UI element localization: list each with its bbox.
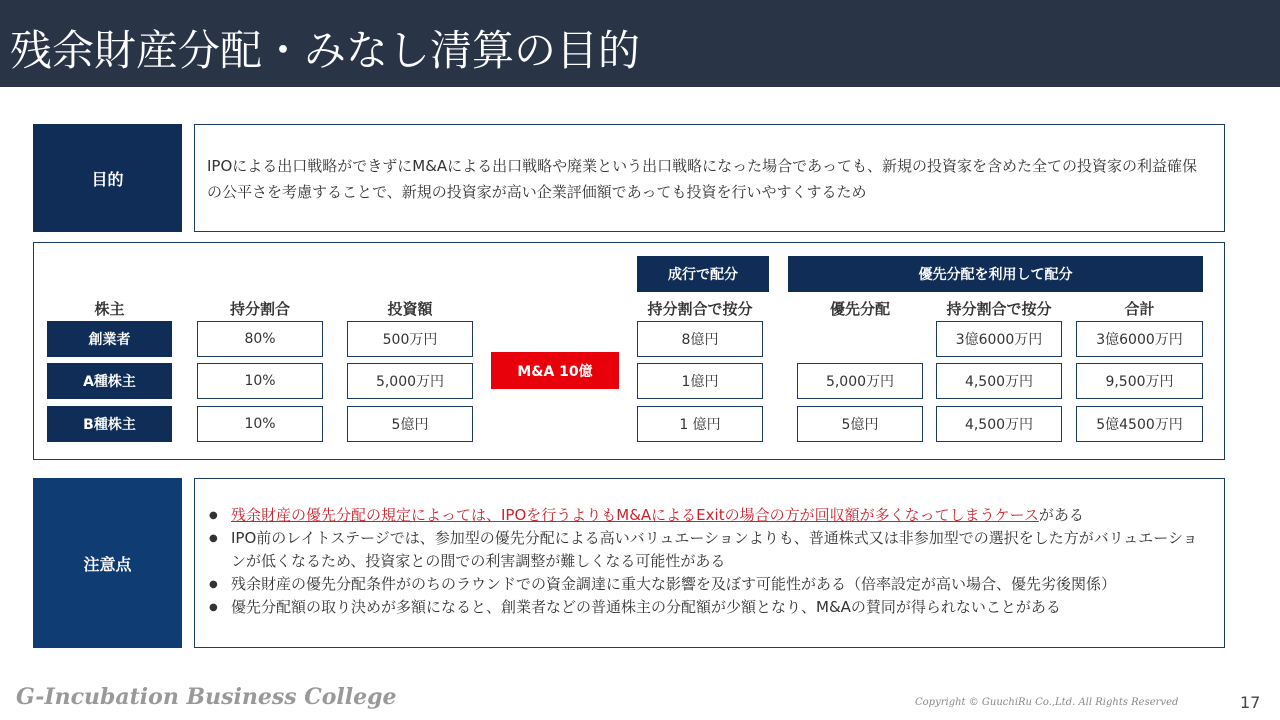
note-item xyxy=(205,504,1208,527)
notes-label: 注意点 xyxy=(33,478,182,648)
purpose-label: 目的 xyxy=(33,124,182,232)
table-cell-market-pro-rata: 1億円 xyxy=(637,363,763,399)
note-text: 優先分配額の取り決めが多額になると、創業者などの普通株主の分配額が少額となり、M&Aの賛同が得られないことがある xyxy=(231,598,1061,616)
table-cell-market-pro-rata: 8億円 xyxy=(637,321,763,357)
table-cell-investment: 500万円 xyxy=(347,321,473,357)
column-header: 合計 xyxy=(1124,300,1155,318)
copyright: Copyright © GuuchiRu Co.,Ltd. All Rights Reserved xyxy=(915,697,1179,708)
footer-logo: G-Incubation Business College xyxy=(16,684,397,710)
table-cell-preferred: 5億円 xyxy=(797,406,923,442)
table-cell-investment: 5,000万円 xyxy=(347,363,473,399)
notes-list xyxy=(205,504,1208,619)
purpose-text: IPOによる出口戦略ができずにM&Aによる出口戦略や廃業という出口戦略になった場合であっても、新規の投資家を含めた全ての投資家の利益確保の公平さを考慮することで、新規の投資家が高い企業評価額であっても投資を行いやすくするため xyxy=(194,124,1225,232)
table-cell-preferred: 5,000万円 xyxy=(797,363,923,399)
table-cell-total: 9,500万円 xyxy=(1076,363,1203,399)
table-cell-investment: 5億円 xyxy=(347,406,473,442)
table-cell-pref-pro-rata: 4,500万円 xyxy=(936,363,1062,399)
group-header-market: 成行で配分 xyxy=(637,256,769,292)
note-highlight: 残余財産の優先分配の規定によっては、IPOを行うよりもM&AによるExitの場合の方が回収額が多くなってしまうケース xyxy=(231,506,1039,524)
column-header: 優先分配 xyxy=(829,300,890,318)
column-header: 投資額 xyxy=(387,300,433,318)
table-cell-share: 80% xyxy=(197,321,323,357)
table-cell-share: 10% xyxy=(197,406,323,442)
note-item xyxy=(205,527,1208,573)
page-title: 残余財産分配・みなし清算の目的 xyxy=(10,26,641,75)
column-header: 持分割合で按分 xyxy=(946,300,1052,318)
table-cell-pref-pro-rata: 3億6000万円 xyxy=(936,321,1062,357)
table-cell-market-pro-rata: 1 億円 xyxy=(637,406,763,442)
column-header: 持分割合で按分 xyxy=(647,300,753,318)
shareholder-label: 創業者 xyxy=(47,321,172,357)
notes-box xyxy=(194,478,1225,648)
table-cell-total: 3億6000万円 xyxy=(1076,321,1203,357)
group-header-preferred: 優先分配を利用して配分 xyxy=(788,256,1203,292)
column-header: 持分割合 xyxy=(229,300,290,318)
note-text: がある xyxy=(1038,506,1084,524)
table-cell-pref-pro-rata: 4,500万円 xyxy=(936,406,1062,442)
ma-value-badge: M&A 10億 xyxy=(491,352,619,389)
page-number: 17 xyxy=(1240,693,1261,712)
table-cell-share: 10% xyxy=(197,363,323,399)
table-cell-total: 5億4500万円 xyxy=(1076,406,1203,442)
column-header: 株主 xyxy=(94,300,125,318)
note-text: IPO前のレイトステージでは、参加型の優先分配による高いバリュエーションよりも、普通株式又は非参加型での選択をした方がバリュエーションが低くなるため、投資家との間での利害調整が難しくなる可能性がある xyxy=(231,529,1198,570)
note-item xyxy=(205,596,1208,619)
note-text: 残余財産の優先分配条件がのちのラウンドでの資金調達に重大な影響を及ぼす可能性がある（倍率設定が高い場合、優先劣後関係） xyxy=(231,575,1117,593)
note-item xyxy=(205,573,1208,596)
shareholder-label: A種株主 xyxy=(47,363,172,399)
shareholder-label: B種株主 xyxy=(47,406,172,442)
